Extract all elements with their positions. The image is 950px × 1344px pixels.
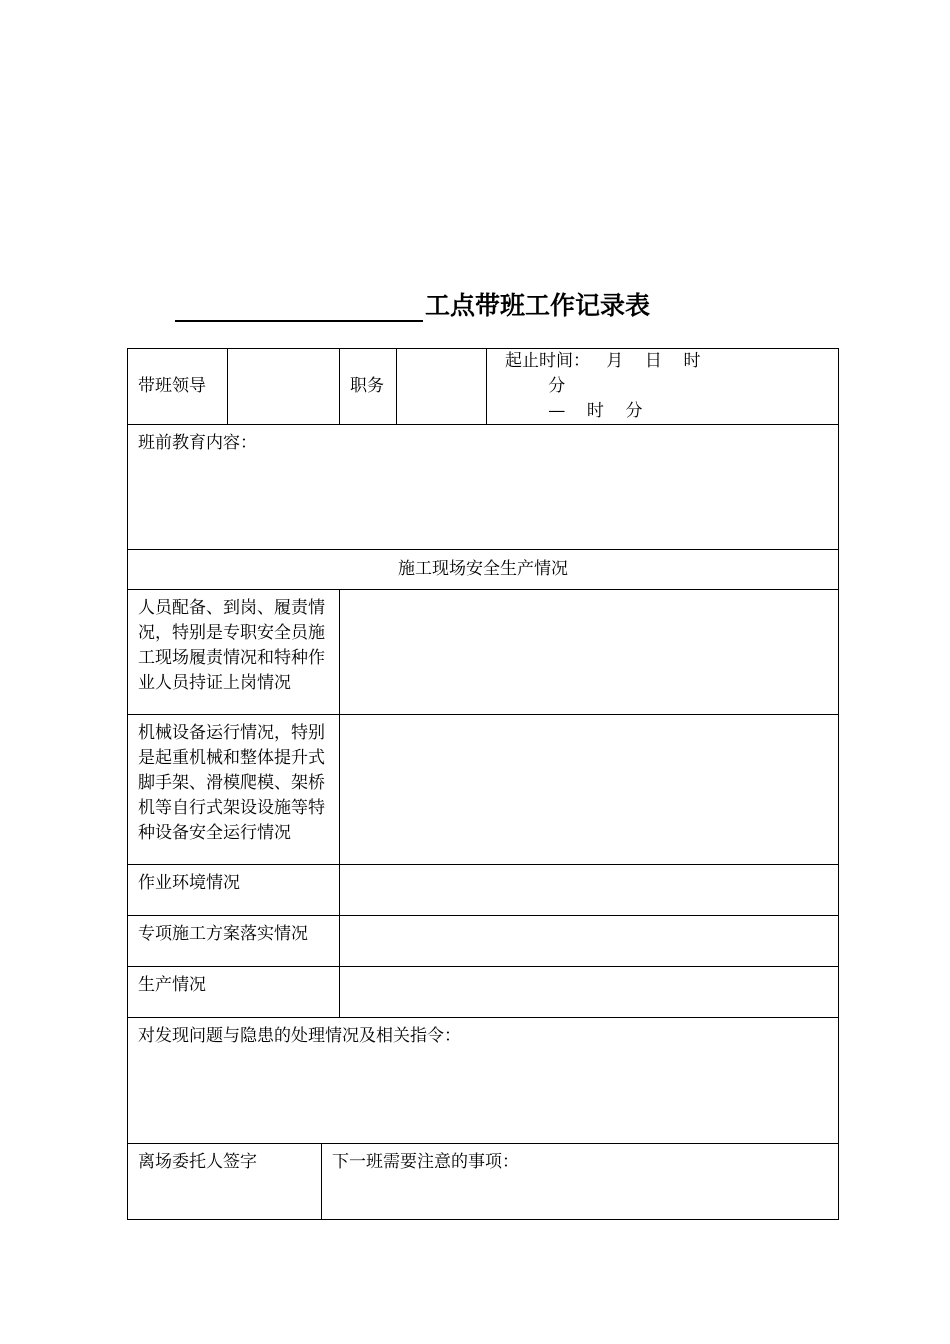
special-plan-row xyxy=(128,916,839,967)
production-label: 生产情况 xyxy=(128,967,340,1018)
header-row xyxy=(128,349,839,425)
production-row xyxy=(128,967,839,1018)
position-value-cell[interactable] xyxy=(397,349,487,425)
handling-label: 对发现问题与隐患的处理情况及相关指令： xyxy=(138,1026,461,1046)
form-title-text: 工点带班工作记录表 xyxy=(425,291,651,320)
project-name-blank[interactable] xyxy=(175,290,423,322)
next-shift-cell[interactable] xyxy=(322,1144,839,1220)
equipment-label: 机械设备运行情况，特别是起重机械和整体提升式脚手架、滑模爬模、架桥机等自行式架设设施等特种设备安全运行情况 xyxy=(128,715,340,865)
next-shift-label: 下一班需要注意的事项： xyxy=(332,1152,519,1172)
education-label: 班前教育内容： xyxy=(138,433,257,453)
handling-row xyxy=(128,1018,839,1144)
section-title-row xyxy=(128,550,839,590)
education-cell[interactable] xyxy=(128,425,839,550)
personnel-row xyxy=(128,590,839,715)
leader-value-cell[interactable] xyxy=(228,349,340,425)
position-label: 职务 xyxy=(340,349,397,425)
special-plan-value-cell[interactable] xyxy=(340,916,839,967)
environment-row xyxy=(128,865,839,916)
signature-label: 离场委托人签字 xyxy=(138,1152,257,1172)
time-line-1: 起止时间： 月 日 时 xyxy=(505,351,701,371)
environment-label: 作业环境情况 xyxy=(128,865,340,916)
time-line-3: — 时 分 xyxy=(505,401,643,421)
form-title xyxy=(175,282,650,322)
footer-row xyxy=(128,1144,839,1220)
environment-value-cell[interactable] xyxy=(340,865,839,916)
leader-label: 带班领导 xyxy=(128,349,228,425)
signature-cell[interactable] xyxy=(128,1144,322,1220)
handling-cell[interactable] xyxy=(128,1018,839,1144)
production-value-cell[interactable] xyxy=(340,967,839,1018)
education-row xyxy=(128,425,839,550)
personnel-value-cell[interactable] xyxy=(340,590,839,715)
time-range-cell[interactable] xyxy=(487,349,839,425)
section-title: 施工现场安全生产情况 xyxy=(128,550,839,590)
equipment-value-cell[interactable] xyxy=(340,715,839,865)
shift-record-table xyxy=(127,348,839,1220)
personnel-label: 人员配备、到岗、履责情况，特别是专职安全员施工现场履责情况和特种作业人员持证上岗情况 xyxy=(128,590,340,715)
time-line-2: 分 xyxy=(505,376,566,396)
special-plan-label: 专项施工方案落实情况 xyxy=(128,916,340,967)
equipment-row xyxy=(128,715,839,865)
